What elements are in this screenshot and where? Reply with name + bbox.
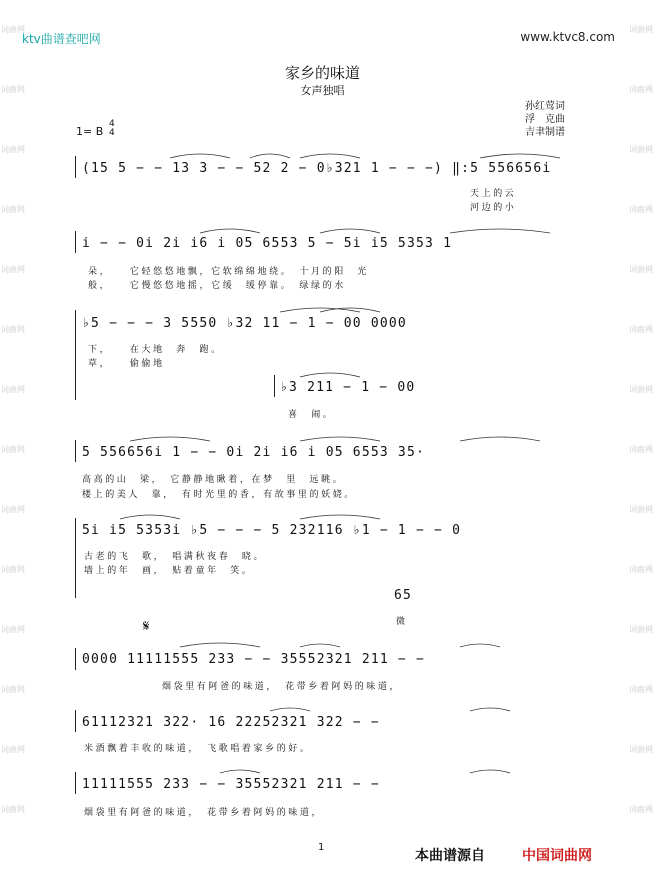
- score-line-2: i − − 0i 2i i6 i 05 6553 5 − 5i i5 5353 1: [82, 236, 453, 251]
- lyricist: 孙红莺词: [525, 101, 565, 112]
- page-number: 1: [318, 842, 325, 853]
- lyric-line-4a: 高高的山 梁， 它静静地瞅着，在梦 里 远眺。: [82, 475, 345, 485]
- lyric-line-5a: 古老的飞 歌， 唱满秋夜春 晓。: [84, 552, 266, 562]
- meter-top: 4: [109, 119, 115, 129]
- site-link-left[interactable]: ktv曲谱查吧网: [22, 32, 101, 46]
- lyric-line-3-alt: 喜 闹。: [288, 410, 335, 420]
- meter-bottom: 4: [109, 128, 115, 138]
- segno-icon: 𝄋: [143, 617, 150, 635]
- score-line-5: 5i i5 5353i ♭5 − − − 5 232116 ♭1 − 1 − − 0: [82, 523, 462, 538]
- brand-link[interactable]: 中国词曲网: [522, 848, 592, 864]
- lyric-line-7: 烟袋里有阿爸的味道， 花带乡着阿妈的味道，: [162, 682, 402, 692]
- lyric-line-1b: 河边的小: [470, 203, 517, 213]
- key-signature: 1= B: [76, 125, 104, 138]
- composer: 浮 克曲: [525, 114, 565, 125]
- site-link-right[interactable]: www.ktvc8.com: [520, 30, 615, 44]
- transcriber: 吉聿制谱: [525, 127, 565, 138]
- score-line-7: 0000 11111555 233 − − 35552321 211 − −: [82, 652, 426, 667]
- source-label: 本曲谱源自: [415, 848, 485, 864]
- watermark-left: 词曲网 词曲网 词曲网 词曲网 词曲网 词曲网 词曲网 词曲网 词曲网 词曲网 词曲网 词曲网 词曲网 词曲网: [1, 25, 25, 814]
- lyric-line-4b: 楼上的美人 靠， 有时光里的香，有故事里的妖娆。: [82, 490, 356, 500]
- lyric-line-1a: 天上的云: [470, 189, 517, 199]
- lyric-line-8: 米酒飘着丰收的味道， 飞歌唱着家乡的好。: [84, 744, 312, 754]
- lyric-line-6: 微: [396, 617, 408, 627]
- score-line-4: 5 556656i 1 − − 0i 2i i6 i 05 6553 35·: [82, 445, 426, 460]
- watermark-right: 词曲网 词曲网 词曲网 词曲网 词曲网 词曲网 词曲网 词曲网 词曲网 词曲网 词曲网 词曲网 词曲网 词曲网: [629, 25, 653, 814]
- lyric-line-9: 烟袋里有阿爸的味道， 花带乡着阿妈的味道，: [84, 808, 324, 818]
- score-line-6: 65: [394, 588, 413, 603]
- score-line-1: (15 5 − − 13 3 − − 52 2 − 0♭321 1 − − −) ‖:5 556656i: [82, 161, 552, 176]
- score-line-8: 61112321 322· 16 22252321 322 − −: [82, 715, 380, 730]
- score-line-3: ♭5 − − − 3 5550 ♭32 11 − 1 − 00 0000: [82, 316, 407, 331]
- lyric-line-5b: 墙上的年 画， 贴着童年 笑。: [84, 566, 254, 576]
- song-subtitle: 女声独唱: [300, 84, 345, 97]
- score-line-9: 11111555 233 − − 35552321 211 − −: [82, 777, 380, 792]
- lyric-line-3a: 下， 在大地 奔 跑。: [88, 345, 223, 355]
- lyric-line-2a: 朵， 它轻悠悠地飘，它软绵绵地绕。 十月的阳 光: [88, 267, 370, 277]
- lyric-line-2b: 般， 它慢悠悠地摇，它缓 缓停靠。 绿绿的水: [88, 281, 346, 291]
- lyric-line-3b: 草， 偷偷地: [88, 359, 165, 369]
- score-line-3-alt: ♭3 211 − 1 − 00: [280, 380, 416, 395]
- song-title: 家乡的味道: [284, 64, 360, 82]
